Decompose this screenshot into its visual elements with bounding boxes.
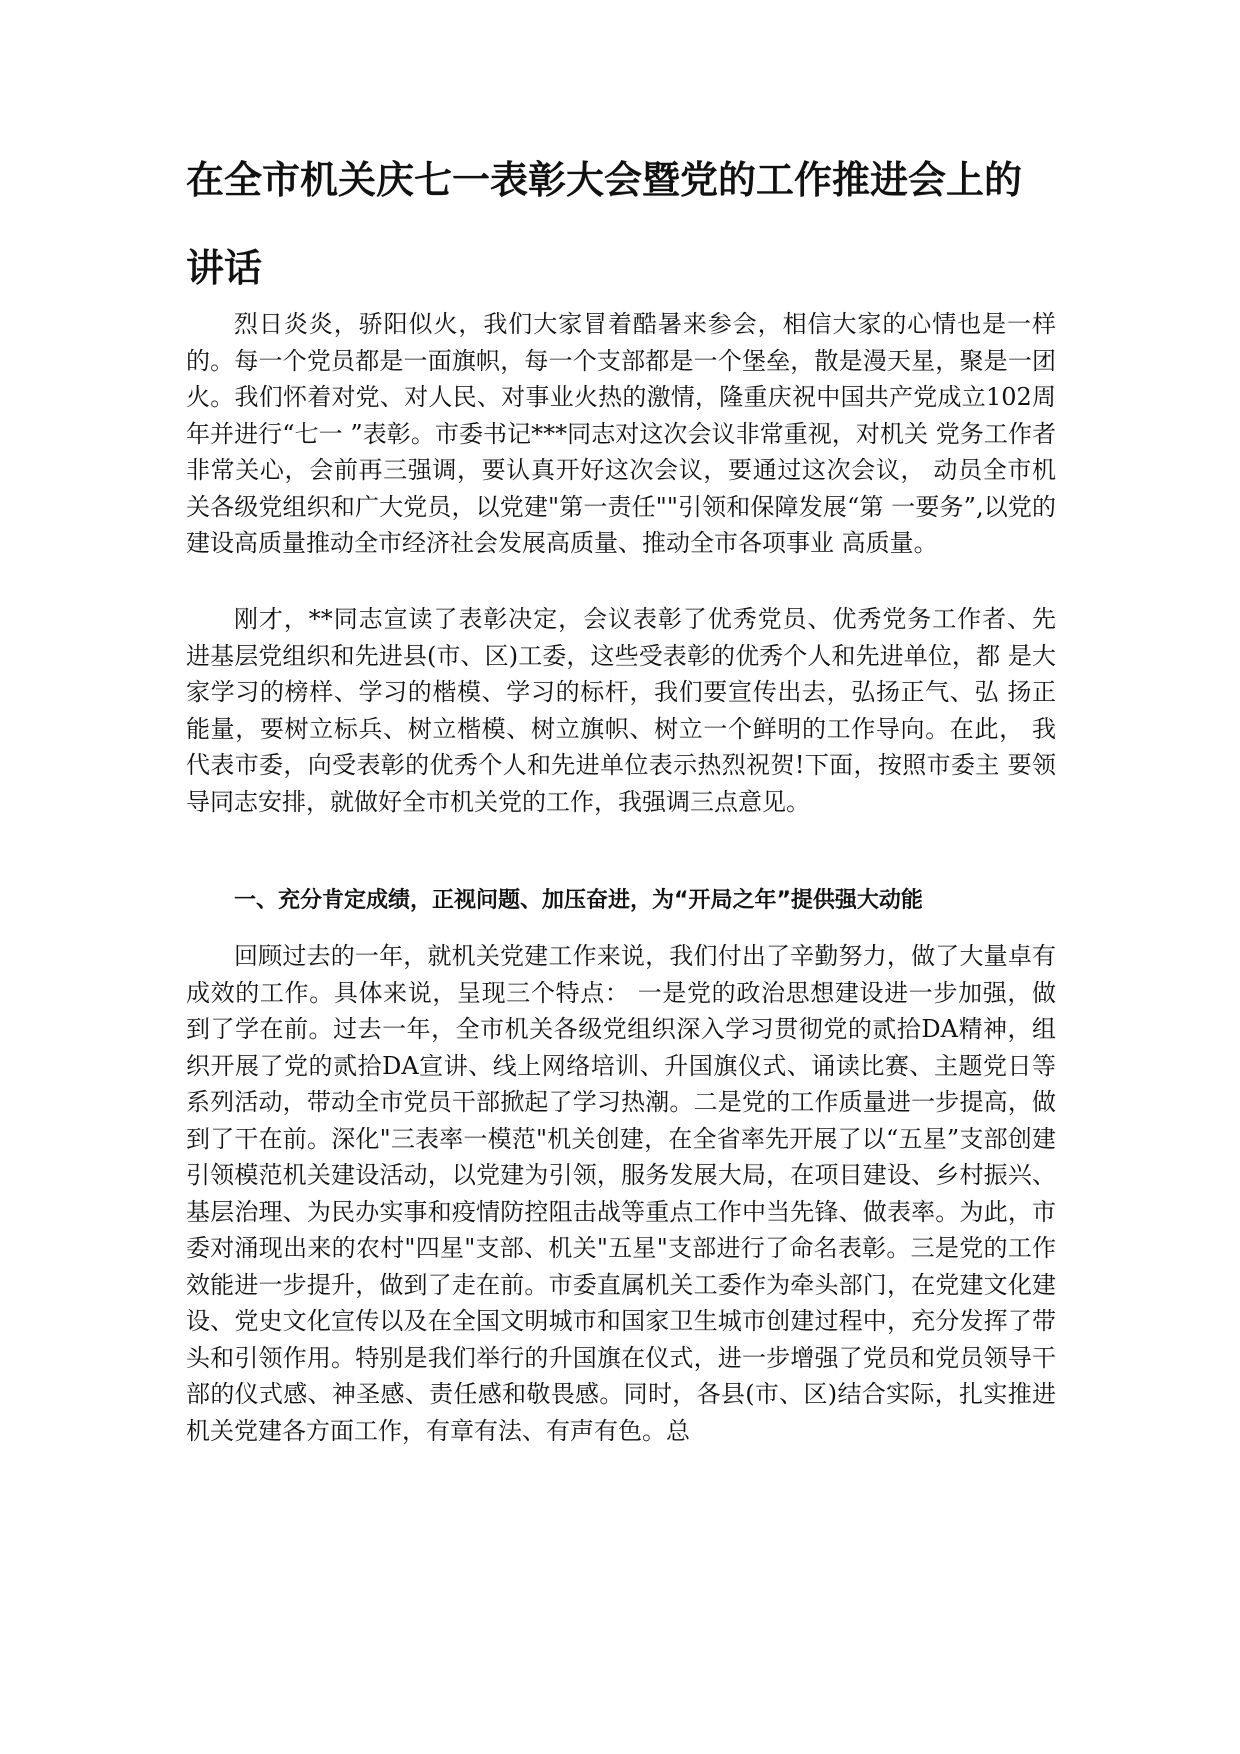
section-heading-1: 一、充分肯定成绩，正视问题、加压奋进，为“开局之年”提供强大动能	[234, 888, 923, 913]
paragraph-commendation: 刚才，**同志宣读了表彰决定，会议表彰了优秀党员、优秀党务工作者、先 进基层党组织和先进县(市、区)工委，这些受表彰的优秀个人和先进单位，都 是大家学习的榜样、学习的楷模、学习的标杆，我们要宣传出去，弘扬正气、弘 扬正能量，要树立标兵、树立楷模、树立旗帜、树立一个鲜明的工作导向。在此， 我代表市委，向受表彰的优秀个人和先进单位表示热烈祝贺!下面，按照市委主 要领导同志安排，就做好全市机关党的工作，我强调三点意见。	[186, 605, 1056, 816]
document-title-line-1: 在全市机关庆七一表彰大会暨党的工作推进会上的	[186, 158, 1023, 202]
paragraph-opening: 烈日炎炎，骄阳似火，我们大家冒着酷暑来参会，相信大家的心情也是一样的。每一个党员都是一面旗帜，每一个支部都是一个堡垒，散是漫天星，聚是一团火。我们怀着对党、对人民、对事业火热的激情，隆重庆祝中国共产党成立102周年并进行“七一 ”表彰。市委书记***同志对这次会议非常重视，对机关 党务工作者非常关心，会前再三强调，要认真开好这次会议，要通过这次会议， 动员全市机关各级党组织和广大党员，以党建"第一责任""引领和保障发展“第 一要务”,以党的建设高质量推动全市经济社会发展高质量、推动全市各项事业 高质量。	[186, 310, 1056, 557]
document-title-line-2: 讲话	[186, 246, 263, 290]
paragraph-section-1: 回顾过去的一年，就机关党建工作来说，我们付出了辛勤努力，做了大量卓有成效的工作。具体来说，呈现三个特点： 一是党的政治思想建设进一步加强，做到了学在前。过去一年，全市机关各级党组织深入学习贯彻党的贰拾DA精神，组织开展了党的贰拾DA宣讲、线上网络培训、升国旗仪式、诵读比赛、主题党日等系列活动，带动全市党员干部掀起了学习热潮。二是党的工作质量进一步提高，做到了干在前。深化"三表率一模范"机关创建，在全省率先开展了以“五星”支部创建引领模范机关建设活动，以党建为引领，服务发展大局，在项目建设、乡村振兴、基层治理、为民办实事和疫情防控阻击战等重点工作中当先锋、做表率。为此，市委对涌现出来的农村"四星"支部、机关"五星"支部进行了命名表彰。三是党的工作效能进一步提升，做到了走在前。市委直属机关工委作为牵头部门，在党建文化建设、党史文化宣传以及在全国文明城市和国家卫生城市创建过程中，充分发挥了带头和引领作用。特别是我们举行的升国旗在仪式，进一步增强了党员和党员领导干部的仪式感、神圣感、责任感和敬畏感。同时，各县(市、区)结合实际，扎实推进机关党建各方面工作，有章有法、有声有色。总	[186, 942, 1056, 1445]
